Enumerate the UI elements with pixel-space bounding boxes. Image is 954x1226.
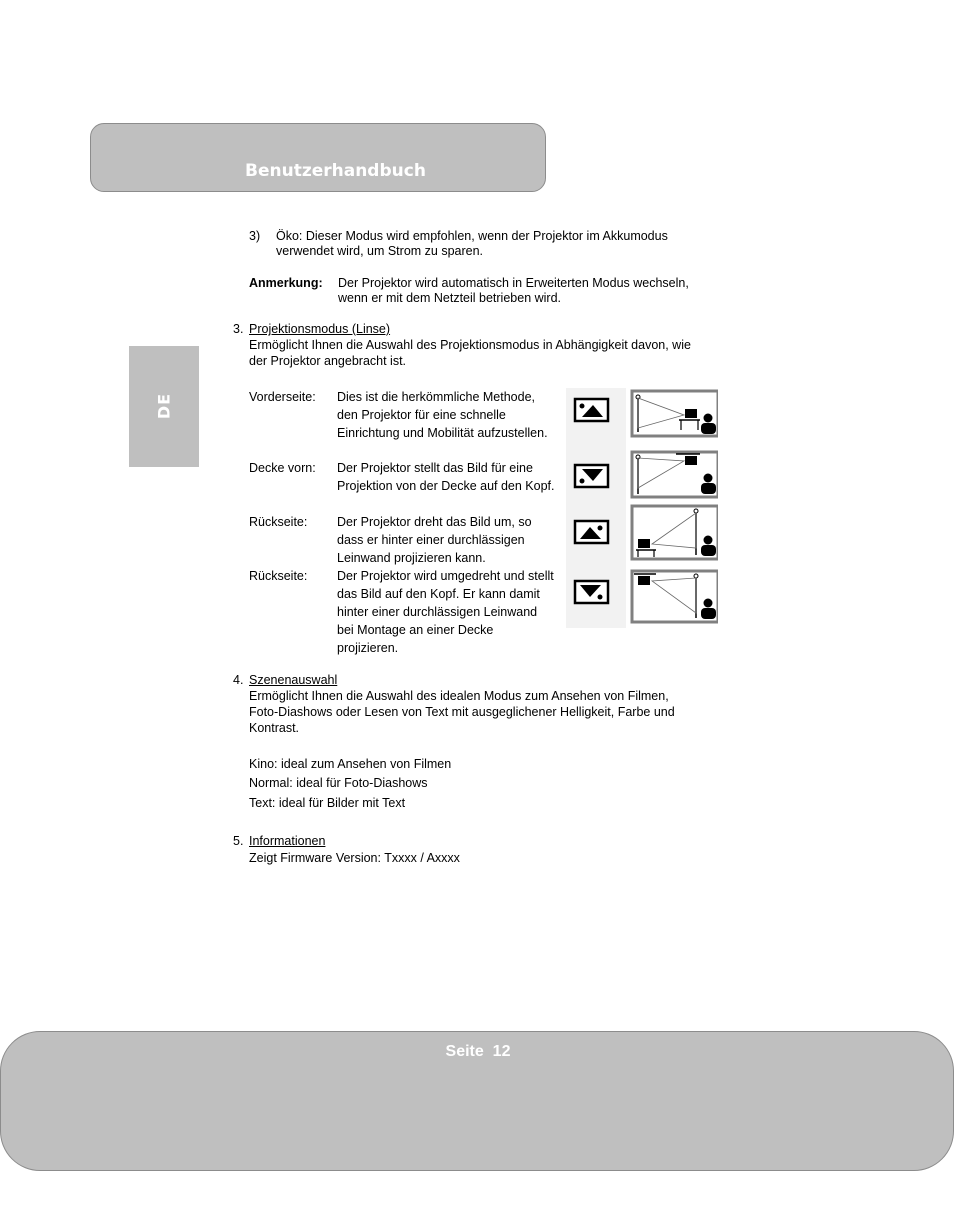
section3-line2: der Projektor angebracht ist. bbox=[249, 354, 407, 368]
mode-rear-ceiling-text: Der Projektor wird umgedreht und stellt das Bild auf den Kopf. Er kann damit hinter einer durchlässigen Leinwand bei Montage an einer Decke projizieren. bbox=[337, 569, 554, 655]
section4-title: Szenenauswahl bbox=[249, 673, 338, 687]
section5-number: 5. bbox=[233, 834, 244, 848]
mode-ceiling-front-text: Der Projektor stellt das Bild für eine Projektion von der Decke auf den Kopf. bbox=[337, 461, 555, 493]
note-line2: wenn er mit dem Netzteil betrieben wird. bbox=[338, 291, 562, 305]
section4-line3: Kontrast. bbox=[249, 721, 300, 735]
item3-line2: verwendet wird, um Strom zu sparen. bbox=[276, 244, 484, 258]
language-tab bbox=[129, 346, 199, 467]
scene-normal: Normal: ideal für Foto-Diashows bbox=[249, 776, 428, 790]
rear-ceiling-mode-icon bbox=[575, 581, 608, 603]
ceiling-front-mode-icon bbox=[575, 465, 608, 487]
header-title: Benutzerhandbuch bbox=[245, 161, 426, 181]
projection-mode-illustrations bbox=[566, 388, 718, 628]
mode-ceiling-front-label: Decke vorn: bbox=[249, 461, 316, 475]
mode-rear-text: Der Projektor dreht das Bild um, so dass er hinter einer durchlässigen Leinwand projizieren kann. bbox=[337, 515, 532, 565]
scene-kino: Kino: ideal zum Ansehen von Filmen bbox=[249, 757, 452, 771]
mode-rear-ceiling-label: Rückseite: bbox=[249, 569, 308, 583]
page-number: Seite 12 bbox=[445, 1043, 511, 1060]
language-label: DE bbox=[154, 392, 174, 420]
section4-number: 4. bbox=[233, 673, 244, 687]
mode-front-text: Dies ist die herkömmliche Methode, den Projektor für eine schnelle Einrichtung und Mobilität aufzustellen. bbox=[337, 390, 548, 440]
note-line1: Der Projektor wird automatisch in Erweiterten Modus wechseln, bbox=[338, 276, 689, 290]
rear-mode-scene bbox=[632, 506, 718, 559]
section3-title: Projektionsmodus (Linse) bbox=[249, 322, 391, 336]
section3-number: 3. bbox=[233, 322, 244, 336]
section5-line1: Zeigt Firmware Version: Txxxx / Axxxx bbox=[249, 851, 460, 865]
item3-number: 3) bbox=[249, 229, 261, 243]
rear-mode-icon bbox=[575, 521, 608, 543]
ceiling-front-mode-scene bbox=[632, 452, 718, 497]
scene-text: Text: ideal für Bilder mit Text bbox=[249, 796, 406, 810]
section4-line2: Foto-Diashows oder Lesen von Text mit ausgeglichener Helligkeit, Farbe und bbox=[249, 705, 675, 719]
front-mode-icon bbox=[575, 399, 608, 421]
mode-front-label: Vorderseite: bbox=[249, 390, 316, 404]
section3-line1: Ermöglicht Ihnen die Auswahl des Projektionsmodus in Abhängigkeit davon, wie bbox=[249, 338, 691, 352]
item3-line1: Öko: Dieser Modus wird empfohlen, wenn der Projektor im Akkumodus bbox=[276, 229, 668, 243]
note-label: Anmerkung: bbox=[249, 276, 323, 290]
mode-rear-label: Rückseite: bbox=[249, 515, 308, 529]
section4-line1: Ermöglicht Ihnen die Auswahl des idealen Modus zum Ansehen von Filmen, bbox=[249, 689, 669, 703]
header-tab bbox=[90, 123, 546, 192]
section5-title: Informationen bbox=[249, 834, 326, 848]
footer-bar bbox=[0, 1031, 954, 1171]
rear-ceiling-mode-scene bbox=[632, 571, 718, 622]
front-mode-scene bbox=[632, 391, 718, 436]
